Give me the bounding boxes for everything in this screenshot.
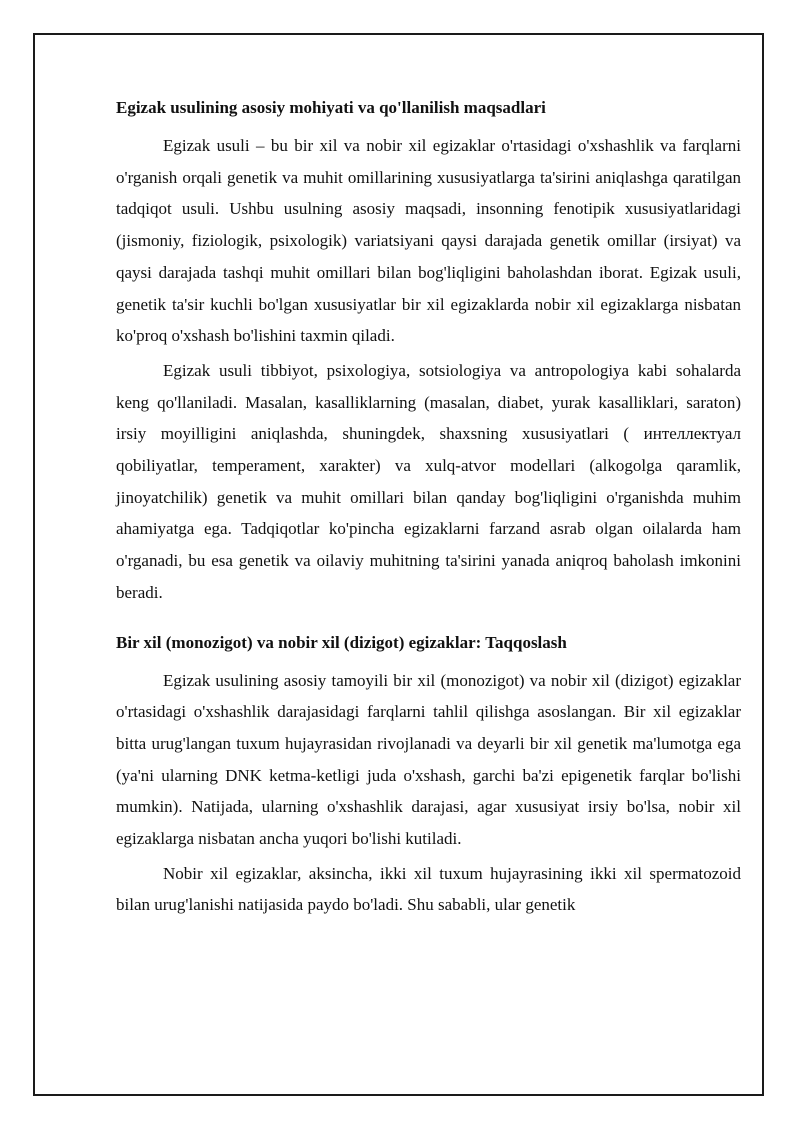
document-body bbox=[116, 96, 741, 924]
paragraph: Egizak usuli – bu bir xil va nobir xil egizaklar o'rtasidagi o'xshashlik va farqlarni o'rganish orqali genetik va muhit omillarining xususiyatlarga ta'sirini aniqlashga qaratilgan tadqiqot usuli. Ushbu usulning asosiy maqsadi, insonning fenotipik xususiyatlaridagi (jismoniy, fiziologik, psixologik) variatsiyani qaysi darajada genetik omillar (irsiyat) va qaysi darajada tashqi muhit omillari bilan bog'liqligini baholashdan iborat. Egizak usuli, genetik ta'sir kuchli bo'lgan xususiyatlar bir xil egizaklarda nobir xil egizaklarga nisbatan ko'proq o'xshash bo'lishini taxmin qiladi. bbox=[116, 136, 741, 346]
section-heading-comparison: Bir xil (monozigot) va nobir xil (dizigot) egizaklar: Taqqoslash bbox=[116, 632, 567, 652]
section-heading-purpose: Egizak usulining asosiy mohiyati va qo'llanilish maqsadlari bbox=[116, 98, 546, 117]
paragraph: Egizak usuli tibbiyot, psixologiya, sotsiologiya va antropologiya kabi sohalarda keng qo'llaniladi. Masalan, kasalliklarning (masalan, diabet, yurak kasalliklari, saraton) irsiy moyilligini aniqlashda, shuningdek, shaxsning xususiyatlari ( интеллектуал qobiliyatlar, temperament, xarakter) va xulq-atvor modellari (alkogolga qaramlik, jinoyatchilik) genetik va muhit omillari bilan qanday bog'liqligini o'rganishda muhim ahamiyatga ega. Tadqiqotlar ko'pincha egizaklarni farzand asrab olgan oilalarda ham o'rganadi, bu esa genetik va oilaviy muhitning ta'sirini yanada aniqroq baholash imkonini beradi. bbox=[116, 360, 741, 602]
paragraph: Nobir xil egizaklar, aksincha, ikki xil tuxum hujayrasining ikki xil spermatozoid bilan urug'lanishi natijasida paydo bo'ladi. Shu sababli, ular genetik bbox=[116, 863, 741, 915]
paragraph: Egizak usulining asosiy tamoyili bir xil (monozigot) va nobir xil (dizigot) egizaklar o'rtasidagi o'xshashlik darajasidagi farqlarni tahlil qilishga asoslangan. Bir xil egizaklar bitta urug'langan tuxum hujayrasidan rivojlanadi va deyarli bir xil genetik ma'lumotga ega (ya'ni ularning DNK ketma-ketligi juda o'xshash, garchi ba'zi epigenetik farqlar bo'lishi mumkin). Natijada, ularning o'xshashlik darajasi, agar xususiyat irsiy bo'lsa, nobir xil egizaklarga nisbatan ancha yuqori bo'lishi kutiladi. bbox=[116, 670, 741, 849]
